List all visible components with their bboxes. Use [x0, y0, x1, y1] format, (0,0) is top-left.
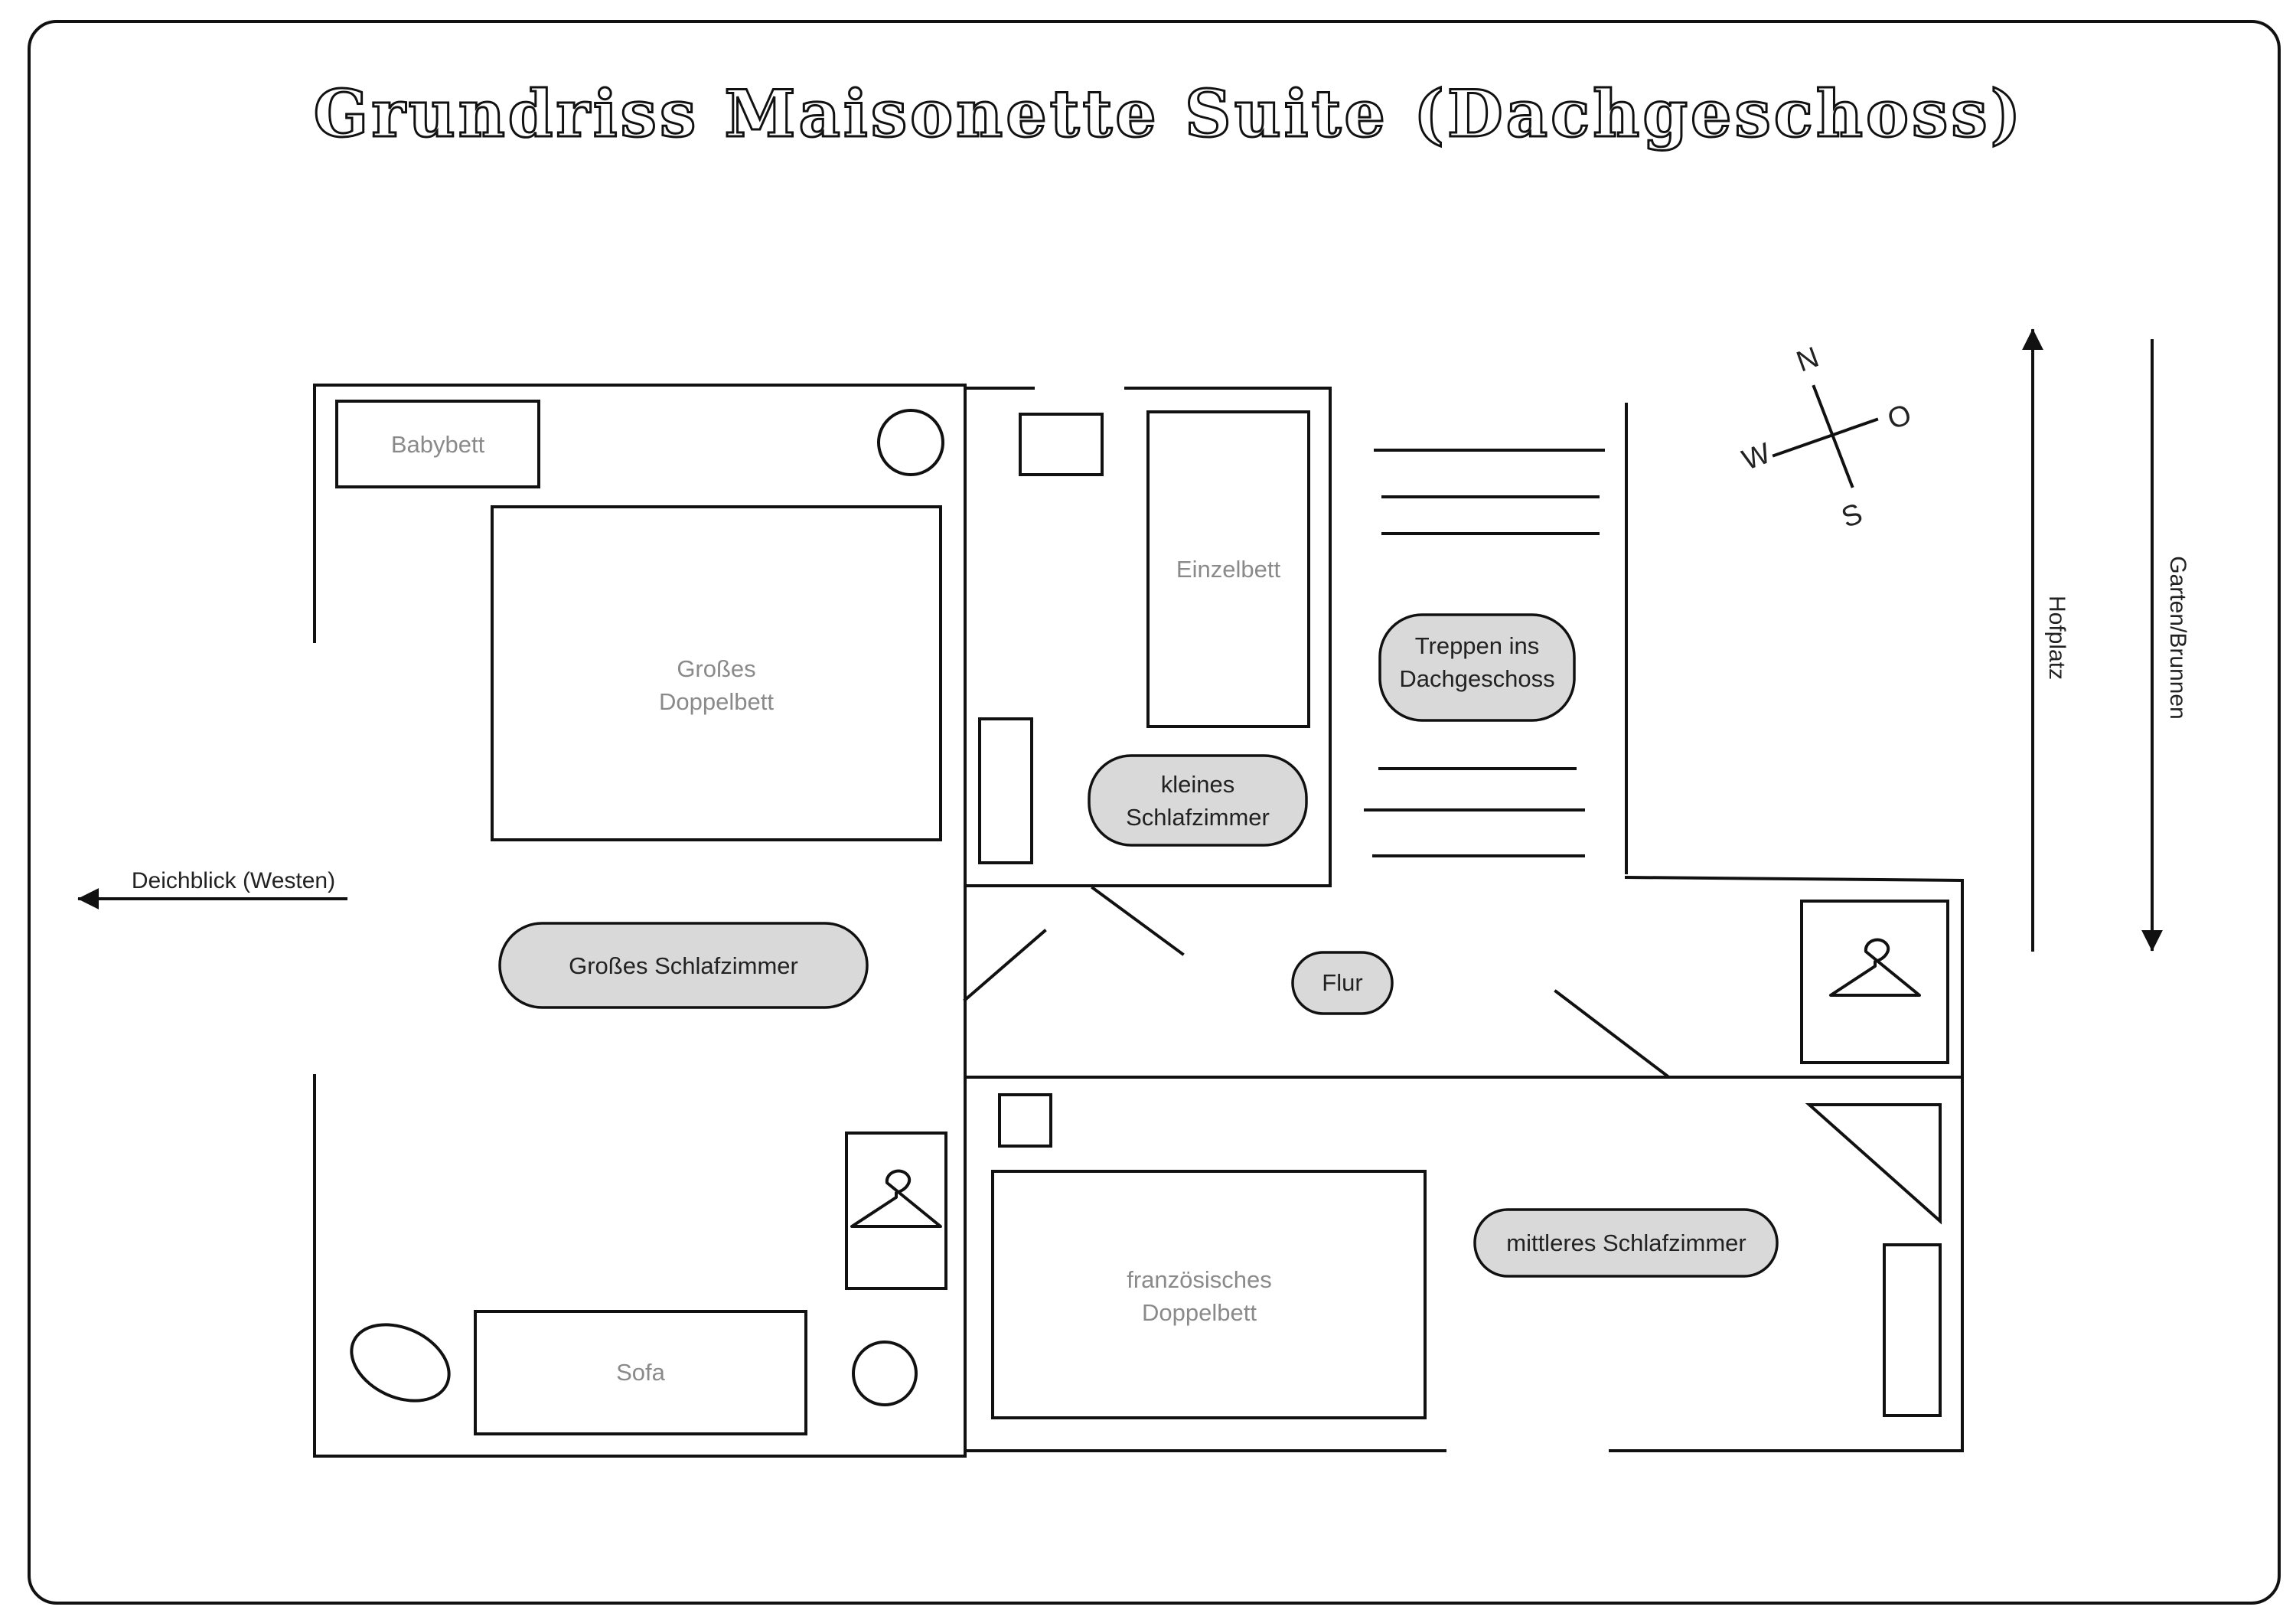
room-label-treppen-2: Dachgeschoss: [1399, 665, 1555, 692]
room-label-treppen-1: Treppen ins: [1414, 632, 1540, 659]
wardrobe-right: [1802, 901, 1948, 1063]
franzoesisches-doppelbett: [993, 1171, 1425, 1418]
round-table: [879, 410, 943, 475]
garten-label: Garten/Brunnen: [2165, 556, 2190, 720]
compass-s: S: [1837, 497, 1867, 535]
babybett-label: Babybett: [390, 431, 485, 458]
nightstand: [1020, 414, 1102, 475]
compass-n: N: [1792, 341, 1824, 379]
franz-label-1: französisches: [1127, 1266, 1272, 1293]
small-cabinet: [1000, 1095, 1051, 1146]
franz-label-2: Doppelbett: [1142, 1299, 1257, 1326]
plan-title: Grundriss Maisonette Suite (Dachgeschoss): [313, 76, 2024, 152]
doppelbett-label-2: Doppelbett: [659, 688, 774, 715]
shelf-middle-room: [1884, 1245, 1940, 1416]
compass-o: O: [1883, 398, 1916, 436]
hofplatz-label: Hofplatz: [2044, 595, 2069, 681]
room-label-flur: Flur: [1322, 969, 1363, 996]
compass-w: W: [1737, 437, 1776, 477]
shelf-small-room: [980, 719, 1032, 863]
room-label-gross: Großes Schlafzimmer: [569, 952, 798, 979]
einzelbett-label: Einzelbett: [1176, 556, 1281, 583]
side-table: [853, 1342, 916, 1405]
doppelbett-label-1: Großes: [677, 655, 756, 682]
room-pill-klein: [1089, 756, 1306, 845]
room-label-klein-2: Schlafzimmer: [1126, 804, 1270, 831]
sofa-label: Sofa: [616, 1359, 665, 1386]
room-label-mittel: mittleres Schlafzimmer: [1506, 1229, 1746, 1256]
room-label-klein-1: kleines: [1160, 771, 1235, 798]
deichblick-label: Deichblick (Westen): [131, 868, 336, 893]
wardrobe-left: [846, 1133, 946, 1288]
